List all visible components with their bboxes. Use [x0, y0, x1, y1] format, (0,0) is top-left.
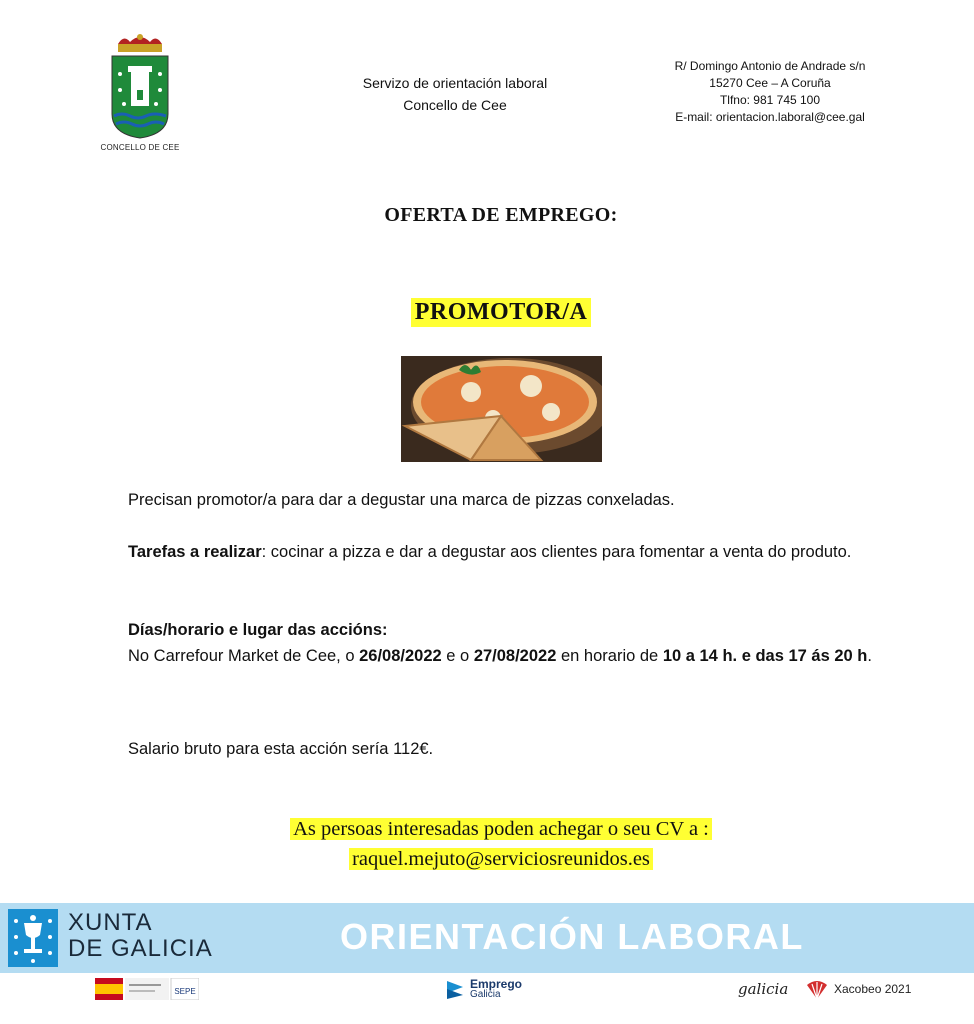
crest-caption: CONCELLO DE CEE — [100, 143, 180, 152]
phone-number: Tlfno: 981 745 100 — [719, 93, 821, 107]
application-callout — [0, 814, 974, 874]
org-service: Servizo de orientación laboral — [362, 75, 548, 91]
contact-block — [640, 58, 900, 126]
schedule-date-1: 26/08/2022 — [359, 647, 442, 665]
xacobeo-label: Xacobeo 2021 — [834, 982, 912, 996]
xunta-wordmark — [68, 910, 213, 962]
job-title-wrap — [0, 298, 974, 327]
pizza-image — [401, 356, 602, 462]
address-line1: R/ Domingo Antonio de Andrade s/n — [674, 59, 866, 73]
schedule-paragraph — [128, 617, 880, 669]
job-title: PROMOTOR/A — [411, 298, 592, 327]
salary-paragraph: Salario bruto para esta acción sería 112€. — [128, 740, 434, 758]
schedule-hours: 10 a 14 h. e das 17 ás 20 h — [662, 647, 868, 665]
org-council: Concello de Cee — [403, 97, 507, 113]
organization-name — [330, 72, 580, 116]
galicia-wordmark: galicia — [738, 980, 789, 998]
contact-email-link[interactable]: raquel.mejuto@serviciosreunidos.es — [349, 848, 653, 870]
email-address: E-mail: orientacion.laboral@cee.gal — [675, 110, 865, 124]
intro-paragraph: Precisan promotor/a para dar a degustar una marca de pizzas conxeladas. — [128, 491, 675, 509]
address-line2: 15270 Cee – A Coruña — [709, 76, 831, 90]
emprego-label: Emprego — [470, 977, 523, 991]
tasks-text: : cocinar a pizza e dar a degustar aos clientes para fomentar a venta do produto. — [261, 543, 852, 561]
xacobeo-shell-icon — [805, 979, 829, 1001]
xunta-line2: DE GALICIA — [68, 935, 213, 962]
emprego-galicia-icon — [445, 979, 465, 1001]
document-title: OFERTA DE EMPREGO: — [384, 204, 618, 226]
schedule-end: . — [867, 647, 872, 665]
schedule-text-3: en horario de — [556, 647, 663, 665]
tasks-paragraph — [128, 539, 880, 565]
callout-text: As persoas interesadas poden achegar o seu CV a : — [290, 818, 712, 840]
xunta-emblem-icon — [8, 909, 58, 967]
schedule-date-2: 27/08/2022 — [473, 647, 557, 665]
concello-crest-icon — [104, 34, 176, 140]
tasks-label: Tarefas a realizar — [128, 543, 262, 561]
footer-band-title: ORIENTACIÓN LABORAL — [340, 916, 804, 957]
schedule-text-1: No Carrefour Market de Cee, o — [128, 647, 360, 665]
xunta-line1: XUNTA — [68, 909, 153, 936]
emprego-sublabel: Galicia — [470, 989, 501, 1000]
ministry-sepe-logo-icon — [95, 978, 199, 1000]
schedule-label: Días/horario e lugar das accións: — [128, 621, 388, 639]
schedule-text-2: e o — [441, 647, 474, 665]
sepe-label: SEPE — [174, 987, 196, 996]
